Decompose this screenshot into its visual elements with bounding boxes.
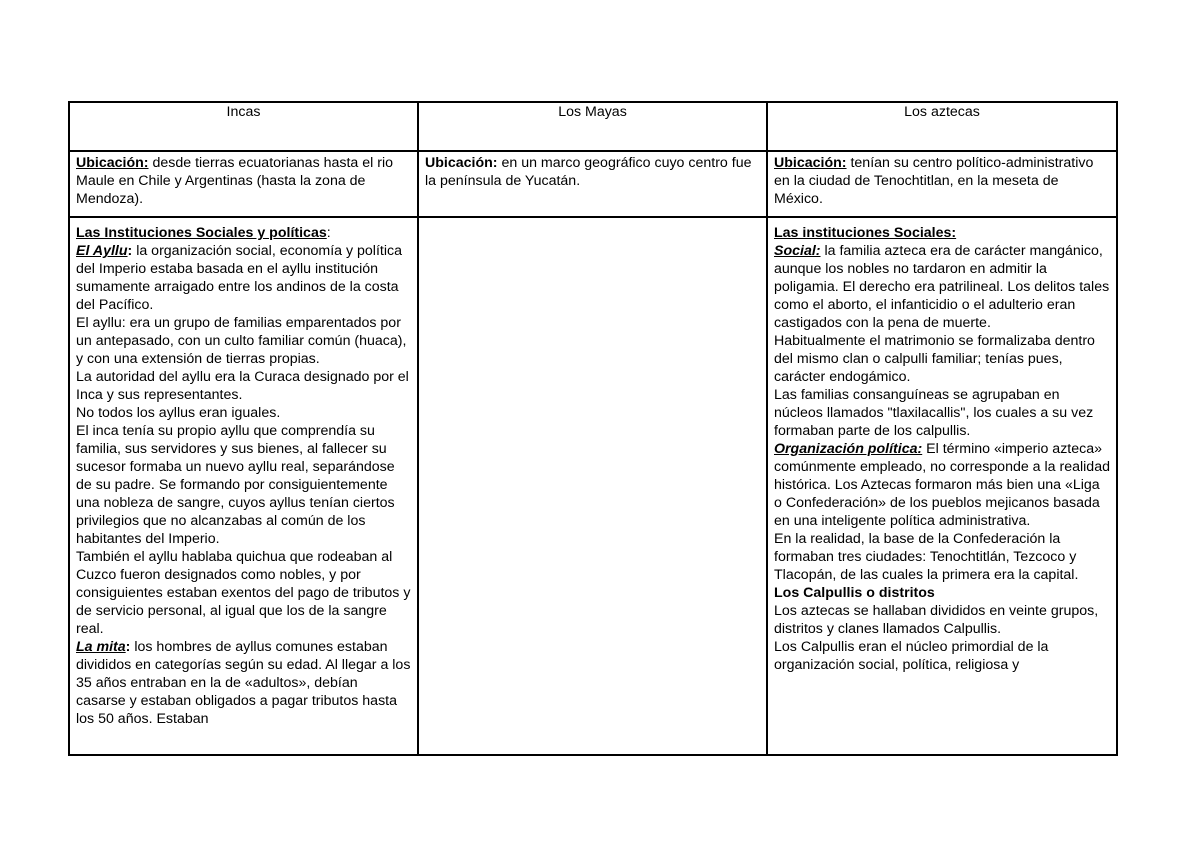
incas-heading-line bbox=[76, 224, 411, 242]
mita-label: La mita bbox=[76, 639, 126, 655]
location-mayas-cell bbox=[418, 151, 767, 217]
aztecas-paragraph-4: Los aztecas se hallaban divididos en veinte grupos, distritos y clanes llamados Calpullis. bbox=[774, 603, 1099, 637]
aztecas-paragraph-3: En la realidad, la base de la Confederación la formaban tres ciudades: Tenochtitlán, Tezcoco y Tlacopán, de las cuales la primera era la capital. bbox=[774, 531, 1079, 583]
location-row bbox=[69, 151, 1117, 217]
mita-text: los hombres de ayllus comunes estaban divididos en categorías según su edad. Al llegar a los 35 años entraban en la de «adultos», debían casarse y estaban obligados a pagar tributos hasta los 50 años. Estaban bbox=[76, 639, 411, 727]
institutions-row bbox=[69, 217, 1117, 755]
institutions-incas-cell bbox=[69, 217, 418, 755]
location-label: Ubicación: bbox=[774, 155, 847, 171]
location-incas-cell bbox=[69, 151, 418, 217]
location-text: en un marco geográfico cuyo centro fue la península de Yucatán. bbox=[425, 155, 752, 189]
location-text: tenían su centro político-administrativo en la ciudad de Tenochtitlan, en la meseta de México. bbox=[774, 155, 1094, 207]
incas-paragraph-2: La autoridad del ayllu era la Curaca designado por el Inca y sus representantes. bbox=[76, 369, 409, 403]
location-text: desde tierras ecuatorianas hasta el rio Maule en Chile y Argentinas (hasta la zona de Mendoza). bbox=[76, 155, 394, 207]
incas-paragraph-4: El inca tenía su propio ayllu que comprendía su familia, sus servidores y sus bienes, al fallecer su sucesor formaba un nuevo ayllu real, separándose de su padre. Se formando por consiguientemente una nobleza de sangre, cuyos ayllus tenían ciertos privilegios que no alcanzabas al común de los habitantes del Imperio. bbox=[76, 423, 395, 547]
incas-paragraph-3: No todos los ayllus eran iguales. bbox=[76, 405, 281, 421]
location-aztecas-cell bbox=[767, 151, 1117, 217]
ayllu-text: la organización social, economía y política del Imperio estaba basada en el ayllu institución sumamente arraigado entre los andinos de la costa del Pacífico. bbox=[76, 243, 402, 313]
incas-heading-suffix: : bbox=[326, 225, 331, 241]
organization-text: El término «imperio azteca» comúnmente empleado, no corresponde a la realidad histórica. Los Aztecas formaron más bien una «Liga o Confederación» de los pueblos mejicanos basada en una inteligente política administrativa. bbox=[774, 441, 1110, 529]
header-incas: Incas bbox=[69, 102, 418, 151]
header-aztecas: Los aztecas bbox=[767, 102, 1117, 151]
header-mayas: Los Mayas bbox=[418, 102, 767, 151]
aztecas-paragraph-5: Los Calpullis eran el núcleo primordial de la organización social, política, religiosa y bbox=[774, 639, 1049, 673]
aztecas-paragraph-1: Habitualmente el matrimonio se formalizaba dentro del mismo clan o calpulli familiar; tenías pues, carácter endogámico. bbox=[774, 333, 1095, 385]
incas-heading: Las Instituciones Sociales y políticas bbox=[76, 225, 327, 241]
location-label: Ubicación: bbox=[425, 155, 498, 171]
civilizations-comparison-table bbox=[68, 101, 1118, 756]
incas-paragraph-1: El ayllu: era un grupo de familias emparentados por un antepasado, con un culto familiar común (huaca), y con una extensión de tierras propias. bbox=[76, 315, 407, 367]
calpullis-heading: Los Calpullis o distritos bbox=[774, 585, 935, 601]
institutions-aztecas-cell bbox=[767, 217, 1117, 755]
organization-label: Organización política: bbox=[774, 441, 923, 457]
ayllu-label: El Ayllu bbox=[76, 243, 128, 259]
social-label: Social: bbox=[774, 243, 821, 259]
aztecas-heading: Las instituciones Sociales: bbox=[774, 225, 957, 241]
ayllu-paragraph bbox=[76, 242, 411, 314]
header-row bbox=[69, 102, 1117, 151]
ayllu-colon: : bbox=[127, 243, 133, 259]
social-text: la familia azteca era de carácter mangánico, aunque los nobles no tardaron en admitir la poligamia. El derecho era patrilineal. Los delitos tales como el aborto, el infanticidio o el adulterio eran castigados con la pena de muerte. bbox=[774, 243, 1110, 331]
organization-paragraph bbox=[774, 440, 1110, 530]
aztecas-paragraph-2: Las familias consanguíneas se agrupaban en núcleos llamados "tlaxilacallis", los cuales a su vez formaban parte de los calpullis. bbox=[774, 387, 1094, 439]
incas-paragraph-5: También el ayllu hablaba quichua que rodeaban al Cuzco fueron designados como nobles, y por consiguientes estaban exentos del pago de tributos y de servicio personal, al igual que los de la sangre real. bbox=[76, 549, 411, 637]
institutions-mayas-cell bbox=[418, 217, 767, 755]
social-paragraph bbox=[774, 242, 1110, 332]
mita-paragraph bbox=[76, 638, 411, 728]
location-label: Ubicación: bbox=[76, 155, 149, 171]
mita-colon: : bbox=[125, 639, 131, 655]
